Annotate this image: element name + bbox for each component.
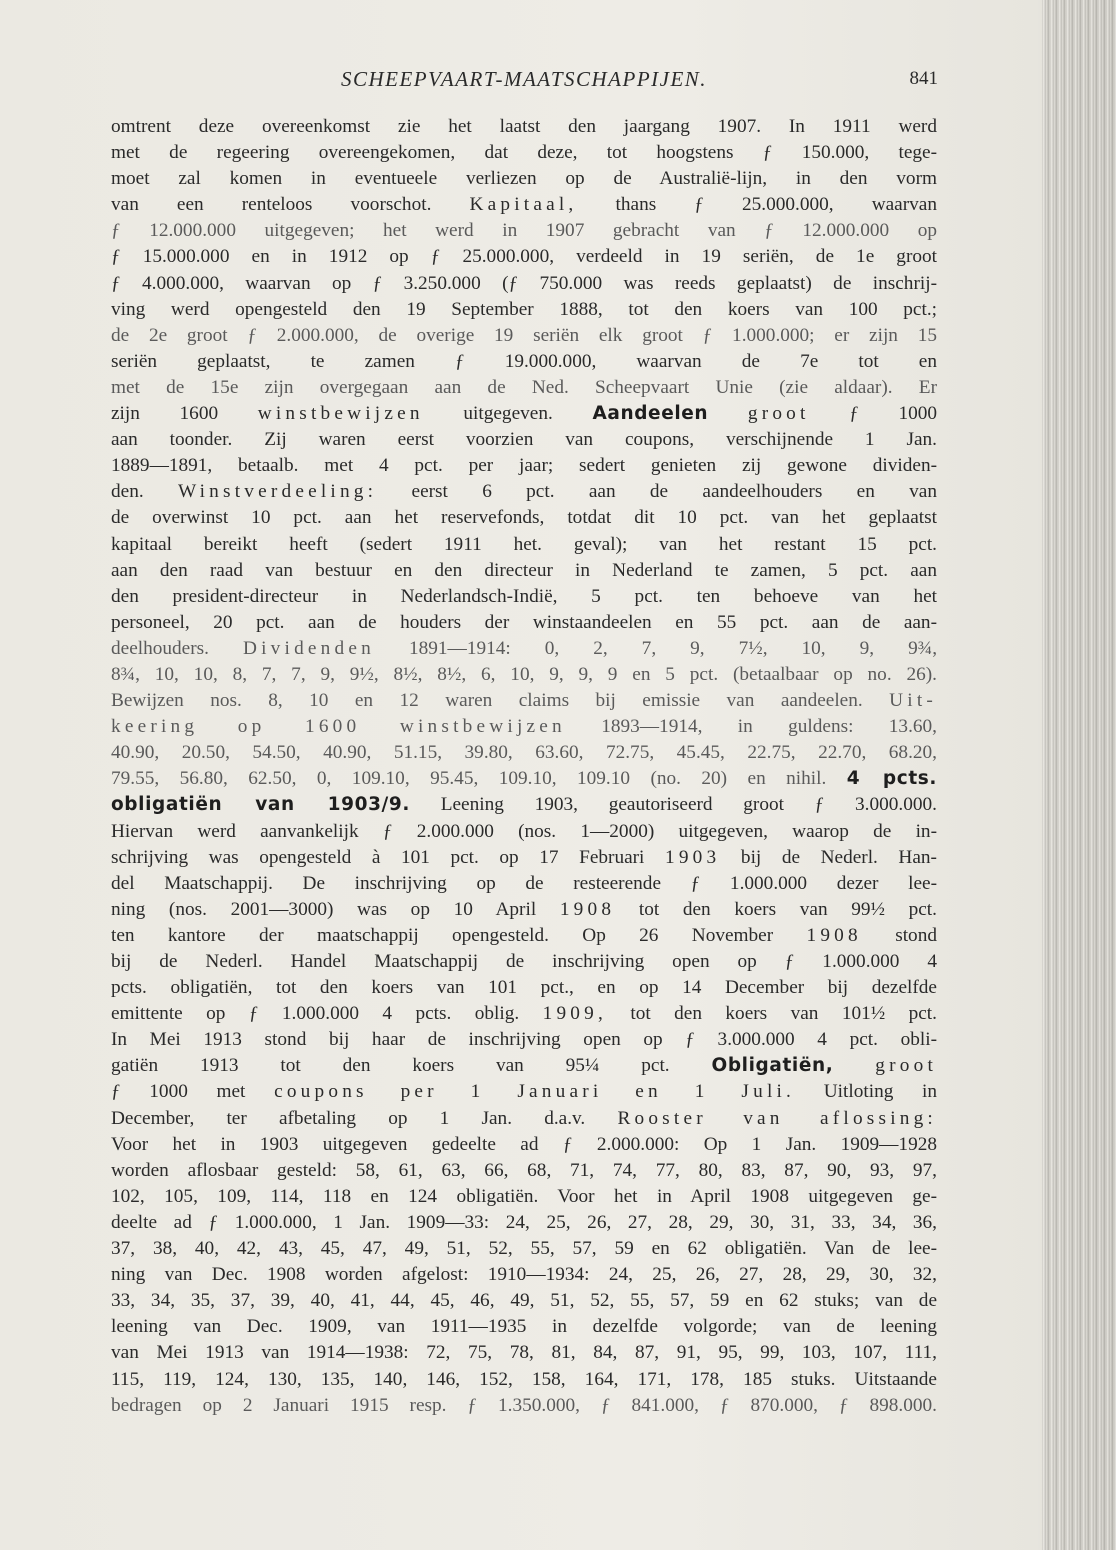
text-line: 8¾, 10, 10, 8, 7, 7, 9, 9½, 8½, 8½, 6, 10, 9, 9, 9 en 5 pct. (betaalbaar op no. 26). bbox=[111, 663, 937, 685]
text-line: van Mei 1913 van 1914—1938: 72, 75, 78, 81, 84, 87, 91, 95, 99, 103, 107, 111, bbox=[111, 1342, 937, 1364]
text-line: worden aflosbaar gesteld: 58, 61, 63, 66, 68, 71, 74, 77, 80, 83, 87, 90, 93, 97, bbox=[111, 1159, 937, 1181]
dividenden-label: Dividenden bbox=[243, 637, 375, 659]
text-segment: gatiën 1913 tot den koers van 95¼ pct. bbox=[111, 1055, 670, 1077]
text-line bbox=[111, 192, 937, 218]
text-line: de 2e groot ƒ 2.000.000, de overige 19 seriën elk groot ƒ 1.000.000; er zijn 15 bbox=[111, 324, 937, 346]
obligatien-heading: Obligatiën, bbox=[711, 1055, 834, 1077]
text-line: met de regeering overeengekomen, dat deze, tot hoogstens ƒ 150.000, tege- bbox=[111, 142, 937, 164]
text-segment: Bewijzen nos. 8, 10 en 12 waren claims bij emissie van aandeelen. bbox=[111, 690, 863, 712]
text-segment: tot den koers van 101½ pct. bbox=[630, 1003, 937, 1025]
text-segment: emittente op ƒ 1.000.000 4 pcts. oblig. bbox=[111, 1003, 520, 1025]
text-line bbox=[111, 636, 937, 662]
text-line: ning van Dec. 1908 worden afgelost: 1910—1934: 24, 25, 26, 27, 28, 29, 30, 32, bbox=[111, 1264, 937, 1286]
text-line bbox=[111, 845, 937, 871]
text-line: seriën geplaatst, te zamen ƒ 19.000.000, waarvan de 7e tot en bbox=[111, 350, 937, 372]
text-segment: ƒ 1000 met bbox=[111, 1081, 246, 1103]
text-line bbox=[111, 923, 937, 949]
text-segment: stond bbox=[895, 924, 937, 946]
text-line: 33, 34, 35, 37, 39, 40, 41, 44, 45, 46, 49, 51, 52, 55, 57, 59 en 62 stuks; van de bbox=[111, 1290, 937, 1312]
text-segment: ning (nos. 2001—3000) was op 10 April bbox=[111, 898, 537, 920]
winstbewijzen-label: winstbewijzen bbox=[257, 403, 424, 425]
text-segment: den. bbox=[111, 481, 144, 503]
text-segment: zijn 1600 bbox=[111, 403, 219, 425]
text-line: ving werd opengesteld den 19 September 1888, tot den koers van 100 pct.; bbox=[111, 298, 937, 320]
winstverdeeling-label: Winstverdeeling: bbox=[177, 481, 378, 503]
groot-label: groot bbox=[747, 403, 810, 425]
text-line: aan den raad van bestuur en den directeur in Nederland te zamen, 5 pct. aan bbox=[111, 559, 937, 581]
text-segment: deelhouders. bbox=[111, 637, 209, 659]
text-line bbox=[111, 766, 937, 792]
kapitaal-label: Kapitaal, bbox=[469, 194, 578, 216]
text-line: bij de Nederl. Handel Maatschappij de inschrijving open op ƒ 1.000.000 4 bbox=[111, 951, 937, 972]
year-1908: 1908 bbox=[559, 898, 616, 920]
page-number: 841 bbox=[909, 68, 938, 89]
running-title: SCHEEPVAART-MAATSCHAPPIJEN. bbox=[340, 67, 708, 91]
text-line: 40.90, 20.50, 54.50, 40.90, 51.15, 39.80, 63.60, 72.75, 45.45, 22.75, 22.70, 68.20, bbox=[111, 742, 937, 764]
year-1908-november: 1908 bbox=[806, 924, 862, 946]
text-line: personeel, 20 pct. aan de houders der winstaandeelen en 55 pct. aan de aan- bbox=[111, 611, 937, 633]
obligatien-1903-heading: obligatiën van 1903/9. bbox=[111, 794, 410, 816]
text-segment: ƒ 1000 bbox=[849, 403, 937, 425]
text-segment: 79.55, 56.80, 62.50, 0, 109.10, 95.45, 109.10, 109.10 (no. 20) en nihil. bbox=[111, 768, 827, 790]
text-line bbox=[111, 897, 937, 923]
groot-label-2: groot bbox=[875, 1055, 937, 1077]
uitkeering-label: Uit- bbox=[889, 690, 937, 712]
text-line bbox=[111, 1053, 937, 1079]
year-1903: 1903 bbox=[664, 846, 721, 868]
aandeelen-heading: Aandeelen bbox=[592, 403, 709, 425]
uitkeering-label-continued: keering op 1600 winstbewijzen bbox=[111, 716, 566, 738]
text-segment: ten kantore der maatschappij opengesteld. Op 26 November bbox=[111, 924, 774, 946]
text-line: leening van Dec. 1909, van 1911—1935 in dezelfde volgorde; van de leening bbox=[111, 1316, 937, 1338]
text-line: 102, 105, 109, 114, 118 en 124 obligatiën. Voor het in April 1908 uitgegeven ge- bbox=[111, 1185, 937, 1207]
text-line: 1889—1891, betaalb. met 4 pct. per jaar; sedert genieten zij gewone dividen- bbox=[111, 455, 937, 477]
text-segment: schrijving was opengesteld à 101 pct. op 17 Februari bbox=[111, 846, 645, 868]
year-1909: 1909, bbox=[542, 1003, 607, 1025]
rooster-label: Rooster van aflossing: bbox=[617, 1107, 937, 1129]
text-segment: bij de Nederl. Han- bbox=[740, 846, 937, 868]
text-line: omtrent deze overeenkomst zie het laatst den jaargang 1907. In 1911 werd bbox=[111, 116, 937, 137]
text-line: 115, 119, 124, 130, 135, 140, 146, 152, 158, 164, 171, 178, 185 stuks. Uitstaande bbox=[111, 1368, 937, 1390]
text-segment: eerst 6 pct. aan de aandeelhouders en van bbox=[411, 481, 937, 503]
text-segment: Leening 1903, geautoriseerd groot ƒ 3.000.000. bbox=[440, 794, 937, 816]
text-segment: van een renteloos voorschot. bbox=[111, 194, 432, 216]
text-segment: thans ƒ 25.000.000, waarvan bbox=[615, 194, 937, 216]
text-line: Voor het in 1903 uitgegeven gedeelte ad ƒ 2.000.000: Op 1 Jan. 1909—1928 bbox=[111, 1133, 937, 1155]
text-line: ƒ 4.000.000, waarvan op ƒ 3.250.000 (ƒ 750.000 was reeds geplaatst) de inschrij- bbox=[111, 272, 937, 294]
pcts-heading: 4 pcts. bbox=[846, 768, 937, 790]
text-line bbox=[111, 401, 937, 427]
text-segment: 1891—1914: 0, 2, 7, 9, 7½, 10, 9, 9¾, bbox=[408, 637, 937, 659]
text-segment: Uitloting in bbox=[823, 1081, 937, 1103]
text-line: kapitaal bereikt heeft (sedert 1911 het. geval); van het restant 15 pct. bbox=[111, 533, 937, 555]
text-line: den president-directeur in Nederlandsch-Indië, 5 pct. ten behoeve van het bbox=[111, 585, 937, 607]
book-binding-edge bbox=[1042, 0, 1116, 1550]
text-line: bedragen op 2 Januari 1915 resp. ƒ 1.350.000, ƒ 841.000, ƒ 870.000, ƒ 898.000. bbox=[111, 1394, 937, 1416]
text-line: In Mei 1913 stond bij haar de inschrijving open op ƒ 3.000.000 4 pct. obli- bbox=[111, 1029, 937, 1051]
text-segment: December, ter afbetaling op 1 Jan. d.a.v. bbox=[111, 1107, 586, 1129]
text-line bbox=[111, 1079, 937, 1105]
text-line: aan toonder. Zij waren eerst voorzien van coupons, verschijnende 1 Jan. bbox=[111, 429, 937, 451]
text-segment: uitgegeven. bbox=[463, 403, 553, 425]
text-line: deelte ad ƒ 1.000.000, 1 Jan. 1909—33: 24, 25, 26, 27, 28, 29, 30, 31, 33, 34, 36, bbox=[111, 1211, 937, 1233]
text-line: Hiervan werd aanvankelijk ƒ 2.000.000 (nos. 1—2000) uitgegeven, waarop de in- bbox=[111, 820, 937, 842]
coupons-label: coupons per 1 Januari en 1 Juli. bbox=[274, 1081, 796, 1103]
text-line bbox=[111, 714, 937, 740]
text-line: met de 15e zijn overgegaan aan de Ned. Scheepvaart Unie (zie aldaar). Er bbox=[111, 376, 937, 398]
text-line: ƒ 12.000.000 uitgegeven; het werd in 1907 gebracht van ƒ 12.000.000 op bbox=[111, 220, 937, 242]
body-text bbox=[111, 114, 937, 1419]
text-line bbox=[111, 792, 937, 818]
text-segment: 1893—1914, in guldens: 13.60, bbox=[601, 716, 937, 738]
text-line: del Maatschappij. De inschrijving op de resteerende ƒ 1.000.000 dezer lee- bbox=[111, 872, 937, 894]
text-line: ƒ 15.000.000 en in 1912 op ƒ 25.000.000, verdeeld in 19 seriën, de 1e groot bbox=[111, 246, 937, 268]
text-line bbox=[111, 688, 937, 714]
text-line bbox=[111, 1001, 937, 1027]
text-line bbox=[111, 1106, 937, 1132]
text-line: de overwinst 10 pct. aan het reservefonds, totdat dit 10 pct. van het geplaatst bbox=[111, 507, 937, 529]
text-line: moet zal komen in eventueele verliezen op de Australië-lijn, in den vorm bbox=[111, 168, 937, 190]
text-line: 37, 38, 40, 42, 43, 45, 47, 49, 51, 52, 55, 57, 59 en 62 obligatiën. Van de lee- bbox=[111, 1238, 937, 1260]
page-header bbox=[110, 64, 938, 94]
text-segment: tot den koers van 99½ pct. bbox=[638, 898, 937, 920]
text-line: pcts. obligatiën, tot den koers van 101 pct., en op 14 December bij dezelfde bbox=[111, 977, 937, 999]
text-line bbox=[111, 479, 937, 505]
